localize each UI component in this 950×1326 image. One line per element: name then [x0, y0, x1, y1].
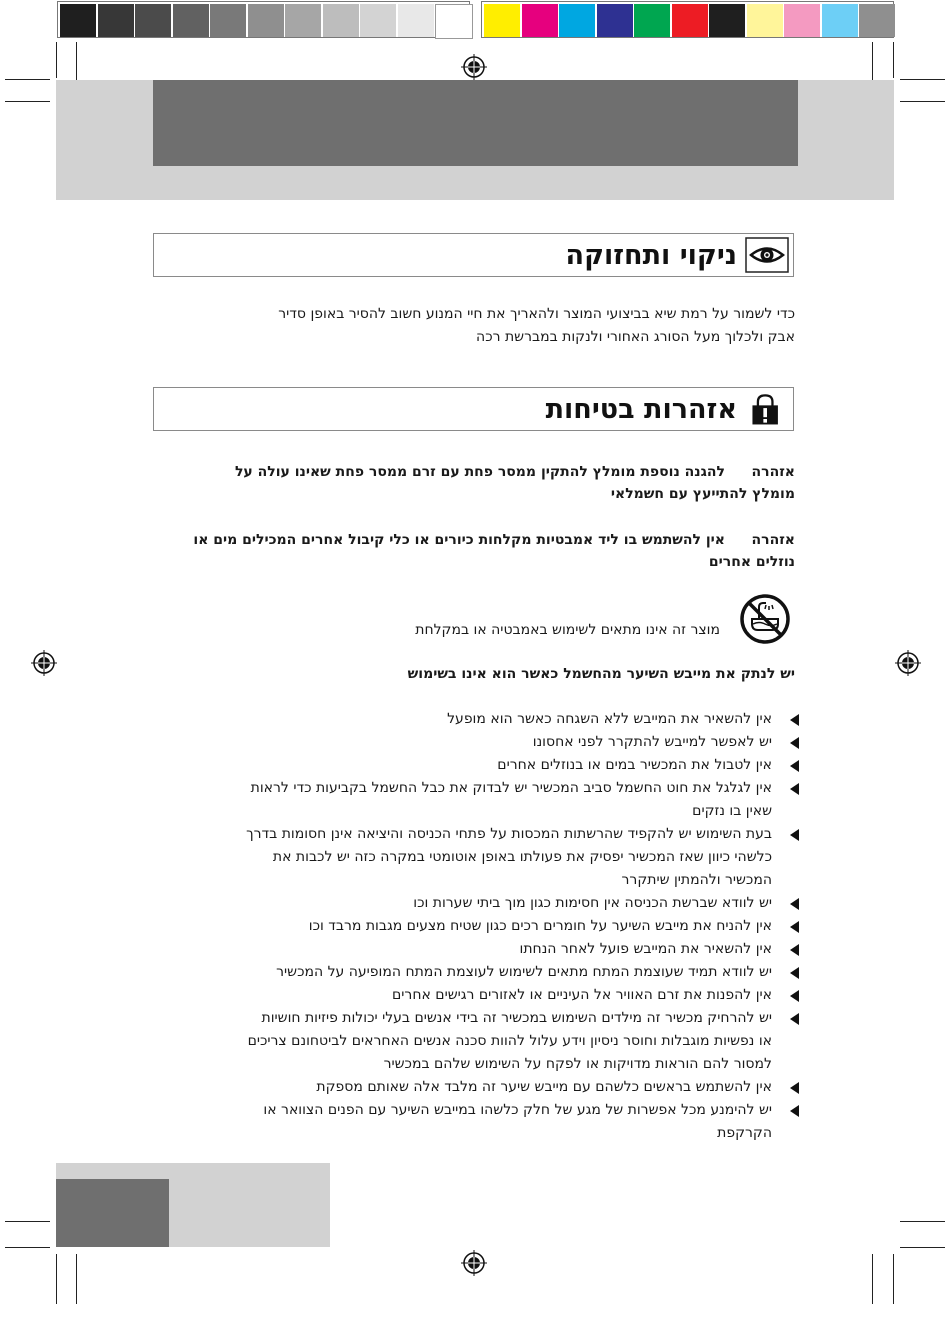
- color-swatch: [435, 4, 473, 39]
- color-swatch: [484, 4, 520, 37]
- color-swatch: [709, 4, 745, 37]
- triangle-bullet-icon: [790, 898, 799, 910]
- cleaning-section-title: ניקוי ותחזוקה: [565, 240, 737, 271]
- triangle-bullet-icon: [790, 1013, 799, 1025]
- bath-warning-note: מוצר זה אינו מתאים לשימוש באמבטיה או במקלחת: [415, 622, 720, 638]
- triangle-bullet-icon: [790, 829, 799, 841]
- triangle-bullet-icon: [790, 967, 799, 979]
- triangle-bullet-icon: [790, 944, 799, 956]
- color-swatch: [98, 4, 134, 37]
- color-swatch: [60, 4, 96, 37]
- header-band: [153, 80, 798, 166]
- list-item: [152, 1076, 772, 1099]
- color-swatch: [398, 4, 434, 37]
- list-item-text: אין להשאיר את המייבש ללא השגחה כאשר הוא מופעל: [447, 711, 772, 727]
- color-swatch: [747, 4, 783, 37]
- color-swatch: [323, 4, 359, 37]
- list-item-text: יש לוודא שברשת הכניסה אין חסימות כגון מוך ביתי שערות וכו: [413, 895, 772, 911]
- list-item-text: הקרקפת: [717, 1125, 772, 1141]
- warning-2-label: אזהרה: [751, 532, 795, 548]
- registration-mark-icon: [895, 650, 921, 676]
- list-item-text: בעת השימוש יש להקפיד שהרשתות המכסות על פתחי הכניסה והיציאה אינן חסומות בדרך: [246, 826, 772, 842]
- list-item-text: אין להשאיר את המייבש פועל לאחר הנחתו: [519, 941, 772, 957]
- safety-section-title: אזהרות בטיחות: [545, 394, 737, 425]
- warning-2-line-1: אין להשתמש בו ליד אמבטיות מקלחות כיורים או כלי קיבול אחרים המכילים מים או: [193, 532, 725, 548]
- list-item-text: אין להשתמש בראשים כלשהם עם מייבש שיער זה מלבד אלה שאותם מספקת: [316, 1079, 772, 1095]
- color-swatch: [135, 4, 171, 37]
- list-item: [152, 823, 772, 892]
- list-item-text: אין לגלגל את חוט החשמל סביב המכשיר יש לבדוק את כבל החשמל בקביעות כדי לראות: [250, 780, 772, 796]
- cleaning-text-line-2: אבק ולכלוך מעל הסורג האחורי ולנקות במברשת רכה: [476, 329, 795, 345]
- list-item-text: אין להניח את מייבש השיער על חומרים רכים כגון שטיח מצעים מגבות מרבד וכו: [308, 918, 772, 934]
- safety-bullet-list: [152, 708, 772, 1145]
- list-item-text: שאין בו נזקים: [692, 803, 772, 819]
- warning-2-line-2: נוזלים אחרים: [708, 554, 795, 570]
- list-item: [152, 915, 772, 938]
- color-swatch: [822, 4, 858, 37]
- footer-band: [56, 1179, 169, 1247]
- list-item: [152, 731, 772, 754]
- list-item: [152, 754, 772, 777]
- registration-mark-icon: [461, 1250, 487, 1276]
- color-swatch: [248, 4, 284, 37]
- list-item-text: יש לוודא תמיד שעוצמת המתח מתאים לשימוש לעוצמת המתח המופיעה על המכשיר: [276, 964, 772, 980]
- triangle-bullet-icon: [790, 783, 799, 795]
- list-item-text: המכשיר ולהמתין שיתקרר: [621, 872, 772, 888]
- list-item: [152, 1007, 772, 1076]
- padlock-warning-icon: [747, 391, 787, 427]
- list-item: [152, 892, 772, 915]
- warning-1-line-1: להגנה נוספת מומלץ להתקין ממסר פחת עם זרם ממסר פחת שאינו עולה על: [234, 464, 725, 480]
- list-item: [152, 984, 772, 1007]
- triangle-bullet-icon: [790, 1105, 799, 1117]
- eye-icon: [745, 237, 789, 273]
- registration-mark-icon: [461, 54, 487, 80]
- color-swatch: [522, 4, 558, 37]
- list-item-text: או נפשיות מוגבלות וחוסר ניסיון וידע עלול להוות סכנה אנשים האחראים לביטחונם צריכים: [247, 1033, 772, 1049]
- color-swatch: [559, 4, 595, 37]
- color-swatch: [634, 4, 670, 37]
- list-item-text: יש להימנע מכל אפשרות של מגע של חלק כלשהו במייבש השיער עם הפנים הצוואר או: [263, 1102, 772, 1118]
- color-swatch: [173, 4, 209, 37]
- color-swatch: [859, 4, 895, 37]
- safety-section-header: [153, 387, 794, 431]
- list-item: [152, 708, 772, 731]
- list-item-text: למסור להם הוראות מדויקות או לפקח על השימוש שלהם במכשיר: [383, 1056, 772, 1072]
- triangle-bullet-icon: [790, 921, 799, 933]
- cleaning-text-line-1: כדי לשמור על רמת שיא בביצועי המוצר ולהאריך את חיי המנוע חשוב להסיר באופן סדיר: [278, 306, 795, 322]
- color-swatch: [784, 4, 820, 37]
- color-swatch: [210, 4, 246, 37]
- triangle-bullet-icon: [790, 760, 799, 772]
- color-swatch: [672, 4, 708, 37]
- triangle-bullet-icon: [790, 714, 799, 726]
- color-swatch: [597, 4, 633, 37]
- triangle-bullet-icon: [790, 1082, 799, 1094]
- registration-mark-icon: [31, 650, 57, 676]
- warning-1-label: אזהרה: [751, 464, 795, 480]
- color-swatch: [285, 4, 321, 37]
- list-item-text: אין לטבול את המכשיר במים או בנוזלים אחרים: [497, 757, 772, 773]
- triangle-bullet-icon: [790, 737, 799, 749]
- process-color-bar: [481, 1, 894, 38]
- warning-1-line-2: מומלץ להתייעץ עם חשמלאי: [610, 486, 795, 502]
- list-item: [152, 777, 772, 823]
- list-item-text: יש להרחיק מכשיר זה מילדים השימוש במכשיר זה בידי אנשים בעלי יכולות פיזיות חושיות: [261, 1010, 772, 1026]
- list-item-text: יש לאפשר למייבש להתקרר לפני אחסונו: [532, 734, 772, 750]
- color-swatch: [360, 4, 396, 37]
- no-bath-icon: [739, 593, 791, 645]
- list-item: [152, 961, 772, 984]
- grayscale-color-bar: [57, 1, 470, 38]
- list-item-text: כלשהי כיוון שאז המכשיר יפסיק את פעולתו באופן אוטומטי במקרה כזה יש לכבות את: [272, 849, 772, 865]
- cleaning-section-header: [153, 233, 794, 277]
- list-item: [152, 938, 772, 961]
- list-item: [152, 1099, 772, 1145]
- unplug-note: יש לנתק את מייבש השיער מהחשמל כאשר הוא אינו בשימוש: [407, 666, 795, 682]
- triangle-bullet-icon: [790, 990, 799, 1002]
- list-item-text: אין להפנות את זרם האוויר אל העיניים או לאזורים רגישים אחרים: [392, 987, 772, 1003]
